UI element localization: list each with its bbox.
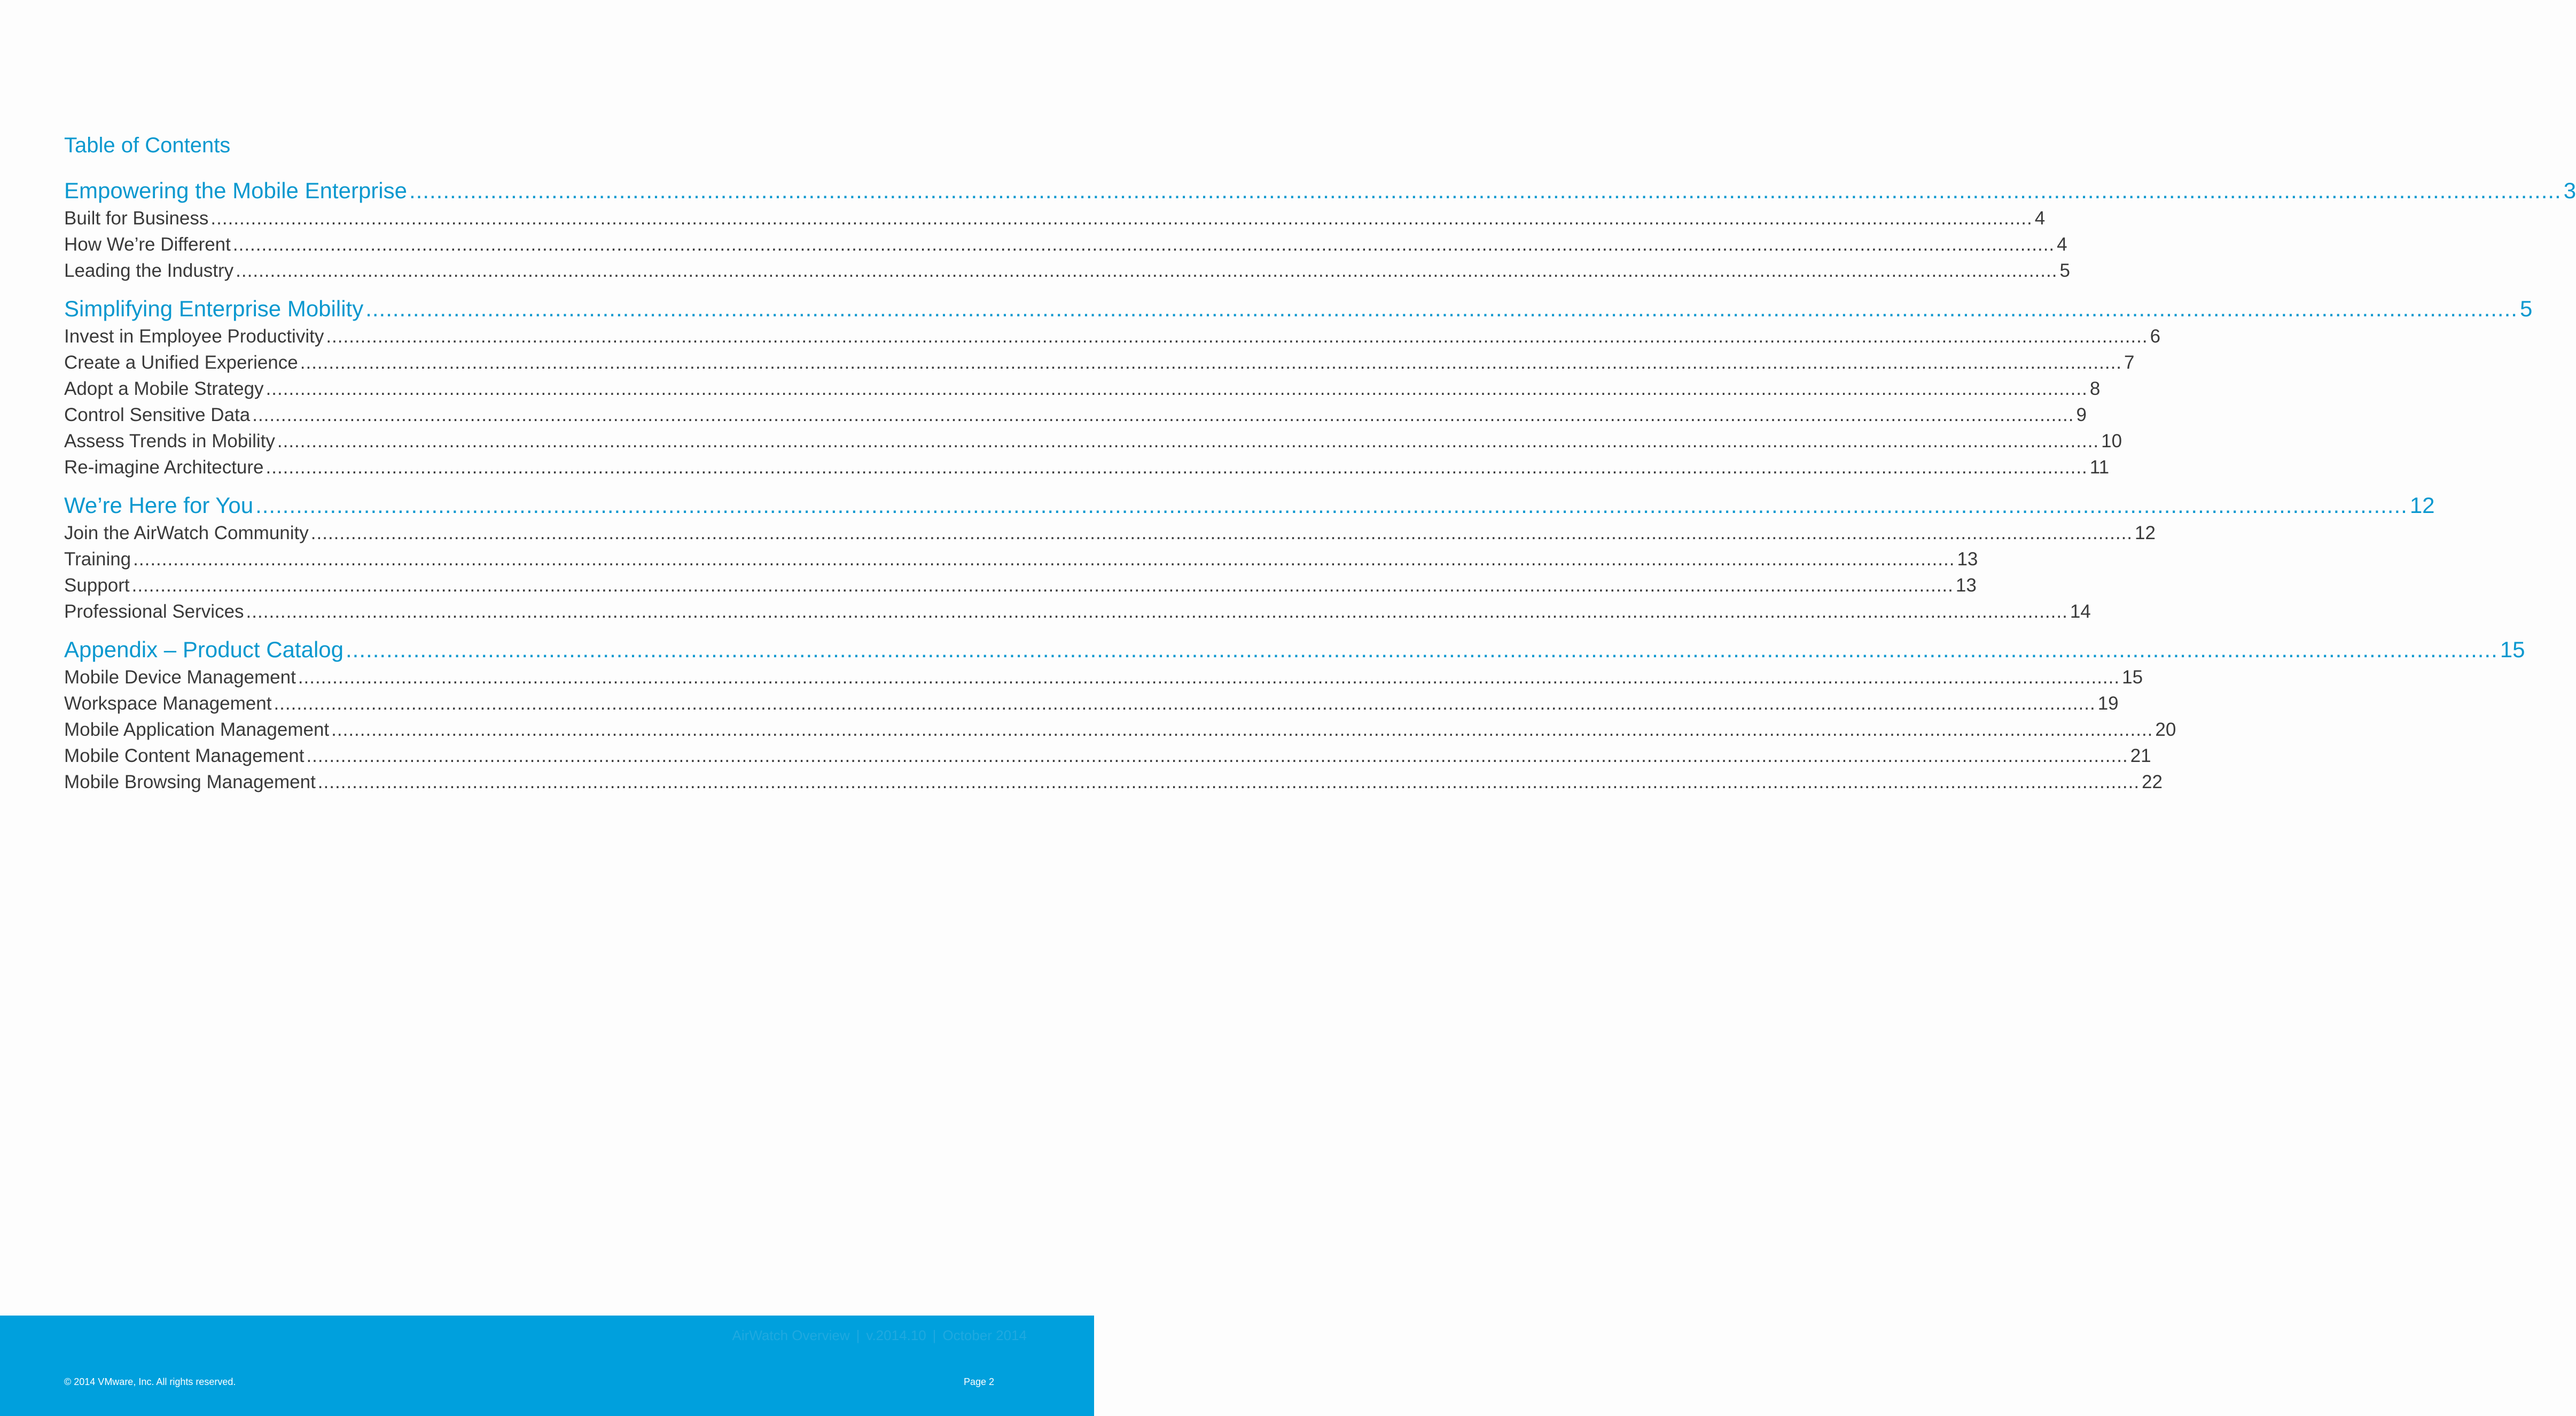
toc-page-number: 7 — [2124, 352, 2135, 373]
dot-leader: .............................................................................................................................................................................................................................................................................................................................. — [346, 637, 2498, 662]
dot-leader: .............................................................................................................................................................................................................................................................................................................................. — [298, 667, 2120, 688]
toc-page-number: 3 — [2563, 178, 2576, 203]
toc-item-label: Join the AirWatch Community — [64, 523, 309, 543]
toc-item[interactable] — [64, 231, 2067, 258]
toc-item-label: Mobile Device Management — [64, 667, 296, 688]
toc-page-number: 12 — [2135, 523, 2156, 543]
toc-item[interactable] — [64, 743, 2151, 769]
footer-version: v.2014.10 — [866, 1327, 926, 1343]
toc-section-label: Empowering the Mobile Enterprise — [64, 178, 407, 203]
footer-bar — [0, 1316, 1094, 1416]
dot-leader: .............................................................................................................................................................................................................................................................................................................................. — [365, 296, 2518, 321]
dot-leader: .............................................................................................................................................................................................................................................................................................................................. — [300, 352, 2122, 373]
toc-section-label: We’re Here for You — [64, 493, 254, 518]
dot-leader: .............................................................................................................................................................................................................................................................................................................................. — [306, 745, 2128, 766]
dot-leader: .............................................................................................................................................................................................................................................................................................................................. — [236, 260, 2058, 281]
table-of-contents — [64, 176, 2576, 795]
footer-separator: | — [856, 1327, 860, 1343]
toc-page-number: 9 — [2076, 404, 2087, 425]
toc-item-label: Create a Unified Experience — [64, 352, 298, 373]
toc-page-number: 11 — [2089, 457, 2110, 478]
toc-page-number: 20 — [2155, 719, 2176, 740]
dot-leader: .............................................................................................................................................................................................................................................................................................................................. — [232, 234, 2055, 255]
dot-leader: .............................................................................................................................................................................................................................................................................................................................. — [317, 772, 2140, 792]
toc-item-label: Mobile Application Management — [64, 719, 330, 740]
dot-leader: .............................................................................................................................................................................................................................................................................................................................. — [266, 378, 2088, 399]
toc-page-number: 15 — [2500, 637, 2525, 662]
toc-item-label: Professional Services — [64, 601, 244, 622]
toc-page-number: 12 — [2409, 493, 2435, 518]
toc-page-number: 21 — [2130, 745, 2151, 766]
dot-leader: .............................................................................................................................................................................................................................................................................................................................. — [131, 575, 1954, 596]
toc-item[interactable] — [64, 769, 2163, 795]
toc-item-label: Control Sensitive Data — [64, 404, 251, 425]
toc-item-label: Adopt a Mobile Strategy — [64, 378, 264, 399]
toc-page-number: 5 — [2059, 260, 2070, 281]
toc-page-number: 13 — [1957, 549, 1978, 570]
toc-section-label: Simplifying Enterprise Mobility — [64, 296, 364, 321]
toc-item-label: Workspace Management — [64, 693, 272, 714]
toc-page-number: 13 — [1955, 575, 1977, 596]
footer-document-info — [729, 1327, 1030, 1344]
toc-section-1[interactable] — [64, 176, 2576, 205]
footer-copyright: © 2014 VMware, Inc. All rights reserved. — [64, 1376, 236, 1387]
footer-doc-title: AirWatch Overview — [732, 1327, 850, 1343]
toc-item[interactable] — [64, 690, 2119, 717]
toc-item-label: Mobile Content Management — [64, 745, 305, 766]
toc-page-number: 8 — [2089, 378, 2101, 399]
toc-page-number: 22 — [2142, 772, 2163, 792]
toc-item[interactable] — [64, 664, 2143, 690]
toc-item-label: How We’re Different — [64, 234, 231, 255]
toc-item[interactable] — [64, 520, 2156, 546]
toc-item[interactable] — [64, 323, 2161, 349]
toc-item-label: Training — [64, 549, 131, 570]
toc-item-label: Mobile Browsing Management — [64, 772, 316, 792]
toc-item-label: Leading the Industry — [64, 260, 234, 281]
dot-leader: .............................................................................................................................................................................................................................................................................................................................. — [409, 178, 2562, 203]
toc-page-number: 5 — [2519, 296, 2533, 321]
toc-page-number: 14 — [2070, 601, 2091, 622]
toc-item[interactable] — [64, 402, 2087, 428]
dot-leader: .............................................................................................................................................................................................................................................................................................................................. — [210, 208, 2033, 229]
toc-item-label: Assess Trends in Mobility — [64, 431, 275, 452]
toc-item[interactable] — [64, 454, 2110, 480]
toc-page-number: 4 — [2034, 208, 2046, 229]
toc-title: Table of Contents — [64, 134, 231, 157]
dot-leader: .............................................................................................................................................................................................................................................................................................................................. — [310, 523, 2133, 543]
toc-item-label: Re-imagine Architecture — [64, 457, 264, 478]
toc-item[interactable] — [64, 428, 2122, 454]
toc-item[interactable] — [64, 349, 2135, 376]
dot-leader: .............................................................................................................................................................................................................................................................................................................................. — [252, 404, 2074, 425]
toc-page-number: 6 — [2150, 326, 2161, 347]
toc-page-number: 19 — [2097, 693, 2119, 714]
dot-leader: .............................................................................................................................................................................................................................................................................................................................. — [266, 457, 2088, 478]
toc-item[interactable] — [64, 376, 2101, 402]
dot-leader: .............................................................................................................................................................................................................................................................................................................................. — [255, 493, 2408, 518]
dot-leader: .............................................................................................................................................................................................................................................................................................................................. — [246, 601, 2068, 622]
toc-section-2[interactable] — [64, 294, 2533, 323]
toc-item-label: Support — [64, 575, 130, 596]
dot-leader: .............................................................................................................................................................................................................................................................................................................................. — [326, 326, 2148, 347]
toc-section-3[interactable] — [64, 491, 2435, 520]
toc-item[interactable] — [64, 258, 2070, 284]
toc-page-number: 15 — [2122, 667, 2143, 688]
dot-leader: .............................................................................................................................................................................................................................................................................................................................. — [274, 693, 2096, 714]
footer-separator: | — [932, 1327, 936, 1343]
toc-item[interactable] — [64, 205, 2046, 231]
footer-date: October 2014 — [942, 1327, 1027, 1343]
toc-section-label: Appendix – Product Catalog — [64, 637, 344, 662]
toc-item[interactable] — [64, 546, 1978, 572]
toc-item[interactable] — [64, 717, 2176, 743]
toc-item[interactable] — [64, 598, 2091, 625]
dot-leader: .............................................................................................................................................................................................................................................................................................................................. — [133, 549, 1955, 570]
toc-page-number: 10 — [2101, 431, 2122, 452]
footer-page-number: Page 2 — [963, 1376, 994, 1387]
toc-item-label: Invest in Employee Productivity — [64, 326, 324, 347]
toc-item[interactable] — [64, 572, 1977, 598]
toc-page-number: 4 — [2057, 234, 2067, 255]
dot-leader: .............................................................................................................................................................................................................................................................................................................................. — [331, 719, 2153, 740]
toc-section-4[interactable] — [64, 635, 2525, 664]
toc-item-label: Built for Business — [64, 208, 209, 229]
dot-leader: .............................................................................................................................................................................................................................................................................................................................. — [277, 431, 2099, 452]
